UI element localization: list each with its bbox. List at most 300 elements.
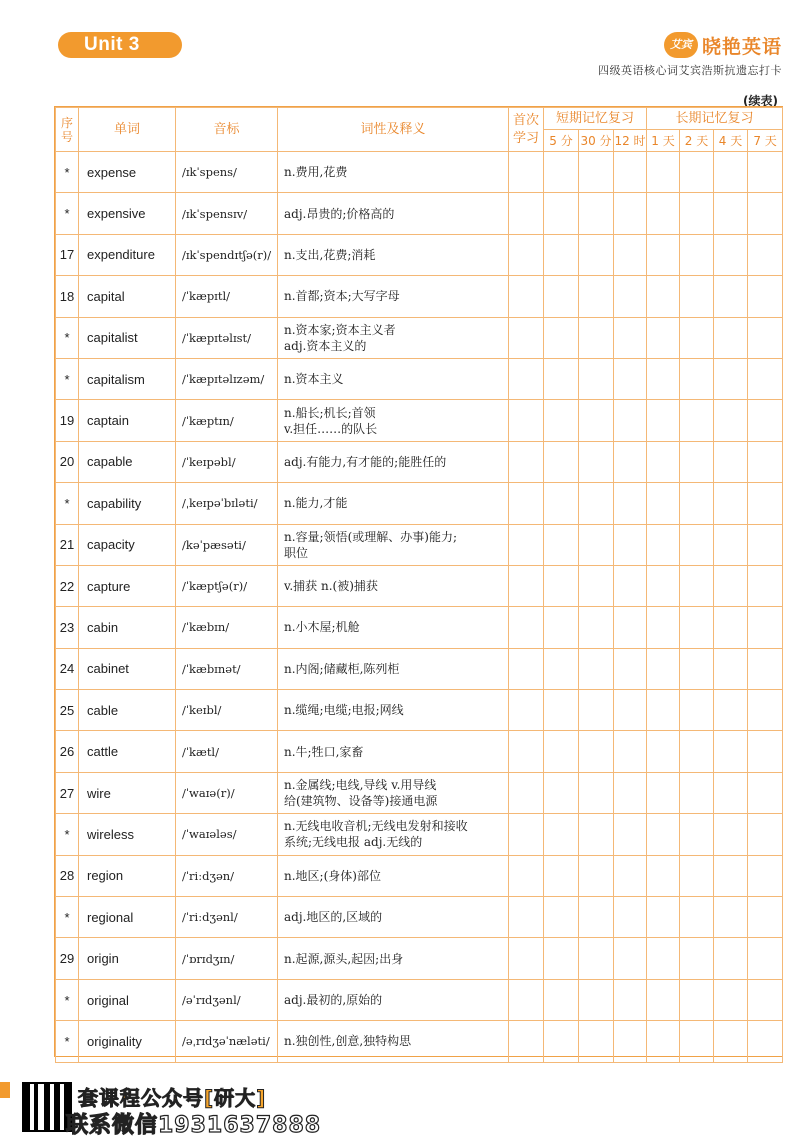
review-checkbox-cell[interactable] [544, 152, 579, 193]
row-phonetic: /ˈriːdʒənl/ [176, 897, 278, 938]
row-word: capable [79, 441, 176, 482]
review-checkbox-cell[interactable] [544, 276, 579, 317]
review-checkbox-cell[interactable] [614, 607, 647, 648]
review-checkbox-cell[interactable] [579, 400, 614, 441]
review-checkbox-cell[interactable] [714, 938, 748, 979]
review-checkbox-cell[interactable] [579, 731, 614, 772]
row-index: 23 [56, 607, 79, 648]
row-word: region [79, 855, 176, 896]
review-checkbox-cell[interactable] [647, 648, 680, 689]
review-checkbox-cell[interactable] [544, 400, 579, 441]
interval-7day: 7 天 [748, 130, 783, 152]
review-checkbox-cell[interactable] [647, 855, 680, 896]
review-checkbox-cell[interactable] [714, 524, 748, 565]
definition-line: adj.地区的,区域的 [284, 910, 383, 925]
review-checkbox-cell[interactable] [748, 524, 783, 565]
review-checkbox-cell[interactable] [544, 317, 579, 358]
definition-line: adj.资本主义的 [284, 338, 367, 353]
review-checkbox-cell[interactable] [680, 193, 714, 234]
review-checkbox-cell[interactable] [647, 400, 680, 441]
review-checkbox-cell[interactable] [614, 938, 647, 979]
definition-line: n.牛;牲口,家畜 [284, 744, 364, 759]
review-checkbox-cell[interactable] [714, 317, 748, 358]
review-checkbox-cell[interactable] [509, 524, 544, 565]
row-word: origin [79, 938, 176, 979]
review-checkbox-cell[interactable] [748, 690, 783, 731]
row-phonetic: /ˈriːdʒən/ [176, 855, 278, 896]
table-row [56, 152, 783, 193]
col-phonetic-header: 音标 [176, 108, 278, 152]
review-checkbox-cell[interactable] [614, 814, 647, 855]
row-index: * [56, 814, 79, 855]
review-checkbox-cell[interactable] [680, 731, 714, 772]
table-row [56, 897, 783, 938]
review-checkbox-cell[interactable] [680, 441, 714, 482]
table-row [56, 814, 783, 855]
review-checkbox-cell[interactable] [748, 1021, 783, 1062]
review-checkbox-cell[interactable] [647, 607, 680, 648]
interval-4day: 4 天 [714, 130, 748, 152]
review-checkbox-cell[interactable] [614, 731, 647, 772]
row-phonetic: /ˈwaɪələs/ [176, 814, 278, 855]
review-checkbox-cell[interactable] [579, 607, 614, 648]
review-checkbox-cell[interactable] [509, 234, 544, 275]
definition-line: 系统;无线电报 adj.无线的 [284, 835, 423, 850]
row-definition [278, 565, 509, 606]
review-checkbox-cell[interactable] [748, 276, 783, 317]
row-word: cabinet [79, 648, 176, 689]
review-checkbox-cell[interactable] [647, 772, 680, 813]
review-checkbox-cell[interactable] [509, 276, 544, 317]
row-definition [278, 400, 509, 441]
row-index: * [56, 897, 79, 938]
row-index: 27 [56, 772, 79, 813]
review-checkbox-cell[interactable] [647, 690, 680, 731]
review-checkbox-cell[interactable] [509, 317, 544, 358]
review-checkbox-cell[interactable] [647, 897, 680, 938]
table-row [56, 193, 783, 234]
definition-line: n.费用,花费 [284, 165, 348, 180]
review-checkbox-cell[interactable] [714, 897, 748, 938]
table-row [56, 855, 783, 896]
review-checkbox-cell[interactable] [748, 855, 783, 896]
row-word: wire [79, 772, 176, 813]
review-checkbox-cell[interactable] [714, 731, 748, 772]
review-checkbox-cell[interactable] [614, 524, 647, 565]
review-checkbox-cell[interactable] [714, 358, 748, 399]
review-checkbox-cell[interactable] [544, 814, 579, 855]
review-checkbox-cell[interactable] [680, 358, 714, 399]
row-definition [278, 897, 509, 938]
definition-line: v.担任……的队长 [284, 421, 378, 436]
review-checkbox-cell[interactable] [544, 358, 579, 399]
table-row [56, 276, 783, 317]
review-checkbox-cell[interactable] [714, 607, 748, 648]
row-index: 22 [56, 565, 79, 606]
review-checkbox-cell[interactable] [714, 234, 748, 275]
row-phonetic: /ˈkeɪbl/ [176, 690, 278, 731]
table-row [56, 358, 783, 399]
row-word: capacity [79, 524, 176, 565]
definition-line: n.地区;(身体)部位 [284, 868, 381, 883]
row-index: * [56, 317, 79, 358]
review-checkbox-cell[interactable] [544, 524, 579, 565]
review-checkbox-cell[interactable] [748, 317, 783, 358]
review-checkbox-cell[interactable] [680, 855, 714, 896]
review-checkbox-cell[interactable] [680, 524, 714, 565]
definition-line: n.起源,源头,起因;出身 [284, 951, 404, 966]
review-checkbox-cell[interactable] [579, 690, 614, 731]
table-row [56, 979, 783, 1020]
row-phonetic: /ˈkæpɪtəlɪst/ [176, 317, 278, 358]
review-checkbox-cell[interactable] [714, 152, 748, 193]
review-checkbox-cell[interactable] [714, 855, 748, 896]
col-definition-header: 词性及释义 [278, 108, 509, 152]
definition-line: n.容量;领悟(或理解、办事)能力; [284, 529, 457, 544]
review-checkbox-cell[interactable] [714, 276, 748, 317]
row-definition [278, 524, 509, 565]
row-phonetic: /ˈwaɪə(r)/ [176, 772, 278, 813]
row-definition [278, 276, 509, 317]
row-index: * [56, 483, 79, 524]
review-checkbox-cell[interactable] [680, 772, 714, 813]
definition-line: n.缆绳;电缆;电报;网线 [284, 703, 404, 718]
review-checkbox-cell[interactable] [647, 317, 680, 358]
review-checkbox-cell[interactable] [680, 814, 714, 855]
review-checkbox-cell[interactable] [579, 1021, 614, 1062]
review-checkbox-cell[interactable] [544, 979, 579, 1020]
table-row [56, 938, 783, 979]
review-checkbox-cell[interactable] [647, 234, 680, 275]
review-checkbox-cell[interactable] [748, 772, 783, 813]
review-checkbox-cell[interactable] [544, 690, 579, 731]
row-definition [278, 483, 509, 524]
row-word: capability [79, 483, 176, 524]
row-phonetic: /ˈkæptʃə(r)/ [176, 565, 278, 606]
review-checkbox-cell[interactable] [579, 152, 614, 193]
review-checkbox-cell[interactable] [680, 648, 714, 689]
review-checkbox-cell[interactable] [544, 565, 579, 606]
review-checkbox-cell[interactable] [714, 814, 748, 855]
row-phonetic: /ˈkæbɪnət/ [176, 648, 278, 689]
row-word: capitalism [79, 358, 176, 399]
review-checkbox-cell[interactable] [614, 234, 647, 275]
review-checkbox-cell[interactable] [509, 441, 544, 482]
definition-line: n.能力,才能 [284, 496, 348, 511]
review-checkbox-cell[interactable] [614, 193, 647, 234]
row-index: 17 [56, 234, 79, 275]
review-checkbox-cell[interactable] [714, 441, 748, 482]
row-index: * [56, 358, 79, 399]
row-word: capitalist [79, 317, 176, 358]
definition-line: 职位 [284, 545, 309, 560]
table-row [56, 565, 783, 606]
col-long-review-header: 长期记忆复习 [647, 108, 783, 130]
definition-line: n.内阁;储藏柜,陈列柜 [284, 661, 400, 676]
review-checkbox-cell[interactable] [714, 400, 748, 441]
review-checkbox-cell[interactable] [509, 483, 544, 524]
row-phonetic: /ˌkeɪpəˈbɪləti/ [176, 483, 278, 524]
review-checkbox-cell[interactable] [748, 234, 783, 275]
row-definition [278, 358, 509, 399]
review-checkbox-cell[interactable] [579, 979, 614, 1020]
row-definition [278, 855, 509, 896]
definition-line: n.无线电收音机;无线电发射和接收 [284, 819, 468, 834]
review-checkbox-cell[interactable] [680, 979, 714, 1020]
row-definition [278, 731, 509, 772]
definition-line: n.独创性,创意,独特构思 [284, 1034, 412, 1049]
row-word: cattle [79, 731, 176, 772]
row-phonetic: /ˈkætl/ [176, 731, 278, 772]
promo-banner [0, 1078, 800, 1141]
interval-5min: 5 分 [544, 130, 579, 152]
row-definition [278, 648, 509, 689]
promo-line-2: 联系微信1931637888 [66, 1113, 322, 1138]
review-checkbox-cell[interactable] [614, 648, 647, 689]
review-checkbox-cell[interactable] [714, 565, 748, 606]
row-definition [278, 1021, 509, 1062]
review-checkbox-cell[interactable] [647, 483, 680, 524]
review-checkbox-cell[interactable] [509, 565, 544, 606]
definition-line: n.金属线;电线,导线 v.用导线 [284, 778, 437, 793]
review-checkbox-cell[interactable] [544, 731, 579, 772]
review-checkbox-cell[interactable] [544, 483, 579, 524]
row-definition [278, 690, 509, 731]
review-checkbox-cell[interactable] [748, 938, 783, 979]
table-row [56, 483, 783, 524]
review-checkbox-cell[interactable] [748, 152, 783, 193]
review-checkbox-cell[interactable] [748, 193, 783, 234]
row-word: originality [79, 1021, 176, 1062]
row-phonetic: /ɪkˈspensɪv/ [176, 193, 278, 234]
definition-line: n.首都;资本;大写字母 [284, 289, 400, 304]
review-checkbox-cell[interactable] [614, 400, 647, 441]
row-phonetic: /ˈɒrɪdʒɪn/ [176, 938, 278, 979]
review-checkbox-cell[interactable] [544, 1021, 579, 1062]
review-checkbox-cell[interactable] [748, 565, 783, 606]
review-checkbox-cell[interactable] [509, 400, 544, 441]
row-phonetic: /ˈkæptɪn/ [176, 400, 278, 441]
review-checkbox-cell[interactable] [714, 1021, 748, 1062]
row-index: 20 [56, 441, 79, 482]
review-checkbox-cell[interactable] [614, 565, 647, 606]
review-checkbox-cell[interactable] [509, 193, 544, 234]
review-checkbox-cell[interactable] [579, 317, 614, 358]
definition-line: adj.有能力,有才能的;能胜任的 [284, 454, 447, 469]
review-checkbox-cell[interactable] [544, 441, 579, 482]
row-definition [278, 317, 509, 358]
review-checkbox-cell[interactable] [647, 193, 680, 234]
row-phonetic: /ɪkˈspendɪtʃə(r)/ [176, 234, 278, 275]
row-definition [278, 814, 509, 855]
review-checkbox-cell[interactable] [748, 358, 783, 399]
review-checkbox-cell[interactable] [579, 441, 614, 482]
row-index: 28 [56, 855, 79, 896]
review-checkbox-cell[interactable] [509, 607, 544, 648]
review-checkbox-cell[interactable] [748, 731, 783, 772]
review-checkbox-cell[interactable] [680, 152, 714, 193]
table-row [56, 441, 783, 482]
review-checkbox-cell[interactable] [714, 193, 748, 234]
review-checkbox-cell[interactable] [680, 938, 714, 979]
review-checkbox-cell[interactable] [579, 897, 614, 938]
review-checkbox-cell[interactable] [544, 607, 579, 648]
row-index: * [56, 152, 79, 193]
row-index: 21 [56, 524, 79, 565]
review-checkbox-cell[interactable] [614, 358, 647, 399]
review-checkbox-cell[interactable] [748, 979, 783, 1020]
row-definition [278, 607, 509, 648]
row-index: * [56, 979, 79, 1020]
review-checkbox-cell[interactable] [748, 607, 783, 648]
row-word: capital [79, 276, 176, 317]
review-checkbox-cell[interactable] [579, 855, 614, 896]
review-checkbox-cell[interactable] [680, 483, 714, 524]
review-checkbox-cell[interactable] [680, 1021, 714, 1062]
review-checkbox-cell[interactable] [579, 938, 614, 979]
table-row [56, 607, 783, 648]
review-checkbox-cell[interactable] [748, 400, 783, 441]
review-checkbox-cell[interactable] [614, 152, 647, 193]
review-checkbox-cell[interactable] [509, 814, 544, 855]
review-checkbox-cell[interactable] [544, 648, 579, 689]
review-checkbox-cell[interactable] [544, 193, 579, 234]
review-checkbox-cell[interactable] [614, 979, 647, 1020]
review-checkbox-cell[interactable] [614, 317, 647, 358]
table-row [56, 648, 783, 689]
review-checkbox-cell[interactable] [544, 234, 579, 275]
review-checkbox-cell[interactable] [509, 690, 544, 731]
review-checkbox-cell[interactable] [544, 772, 579, 813]
review-checkbox-cell[interactable] [714, 772, 748, 813]
row-index: 25 [56, 690, 79, 731]
page-header [0, 0, 800, 90]
review-checkbox-cell[interactable] [614, 897, 647, 938]
row-phonetic: /kəˈpæsəti/ [176, 524, 278, 565]
table-row [56, 400, 783, 441]
row-definition [278, 441, 509, 482]
review-checkbox-cell[interactable] [509, 938, 544, 979]
review-checkbox-cell[interactable] [544, 897, 579, 938]
review-checkbox-cell[interactable] [748, 441, 783, 482]
definition-line: n.支出,花费;消耗 [284, 247, 376, 262]
review-checkbox-cell[interactable] [680, 897, 714, 938]
review-checkbox-cell[interactable] [647, 441, 680, 482]
review-checkbox-cell[interactable] [680, 607, 714, 648]
review-checkbox-cell[interactable] [579, 565, 614, 606]
review-checkbox-cell[interactable] [509, 979, 544, 1020]
review-checkbox-cell[interactable] [748, 897, 783, 938]
row-index: 24 [56, 648, 79, 689]
review-checkbox-cell[interactable] [714, 648, 748, 689]
definition-line: 给(建筑物、设备等)接通电源 [284, 794, 438, 809]
row-word: expenditure [79, 234, 176, 275]
review-checkbox-cell[interactable] [680, 565, 714, 606]
review-checkbox-cell[interactable] [509, 152, 544, 193]
review-checkbox-cell[interactable] [680, 400, 714, 441]
review-checkbox-cell[interactable] [714, 483, 748, 524]
review-checkbox-cell[interactable] [680, 276, 714, 317]
review-checkbox-cell[interactable] [579, 234, 614, 275]
row-definition [278, 979, 509, 1020]
review-checkbox-cell[interactable] [614, 855, 647, 896]
row-index: * [56, 193, 79, 234]
review-checkbox-cell[interactable] [647, 152, 680, 193]
review-checkbox-cell[interactable] [509, 1021, 544, 1062]
review-checkbox-cell[interactable] [509, 772, 544, 813]
definition-line: n.资本家;资本主义者 [284, 322, 396, 337]
row-index: * [56, 1021, 79, 1062]
review-checkbox-cell[interactable] [579, 358, 614, 399]
review-checkbox-cell[interactable] [614, 483, 647, 524]
row-word: capture [79, 565, 176, 606]
definition-line: adj.最初的,原始的 [284, 993, 383, 1007]
review-checkbox-cell[interactable] [748, 483, 783, 524]
review-checkbox-cell[interactable] [748, 648, 783, 689]
brand [664, 30, 782, 60]
definition-line: n.资本主义 [284, 372, 344, 387]
col-short-review-header: 短期记忆复习 [544, 108, 647, 130]
review-checkbox-cell[interactable] [579, 648, 614, 689]
review-checkbox-cell[interactable] [714, 979, 748, 1020]
review-checkbox-cell[interactable] [509, 731, 544, 772]
review-checkbox-cell[interactable] [748, 814, 783, 855]
definition-line: v.捕获 n.(被)捕获 [284, 579, 378, 594]
review-checkbox-cell[interactable] [509, 855, 544, 896]
definition-line: adj.昂贵的;价格高的 [284, 206, 395, 221]
review-checkbox-cell[interactable] [647, 938, 680, 979]
review-checkbox-cell[interactable] [579, 276, 614, 317]
review-checkbox-cell[interactable] [579, 814, 614, 855]
review-checkbox-cell[interactable] [579, 524, 614, 565]
review-checkbox-cell[interactable] [680, 317, 714, 358]
review-checkbox-cell[interactable] [647, 565, 680, 606]
review-checkbox-cell[interactable] [579, 193, 614, 234]
definition-line: n.船长;机长;首领 [284, 405, 376, 420]
review-checkbox-cell[interactable] [714, 690, 748, 731]
row-phonetic: /ˈkeɪpəbl/ [176, 441, 278, 482]
review-checkbox-cell[interactable] [509, 897, 544, 938]
row-word: captain [79, 400, 176, 441]
review-checkbox-cell[interactable] [614, 276, 647, 317]
review-checkbox-cell[interactable] [647, 814, 680, 855]
row-phonetic: /əˈrɪdʒənl/ [176, 979, 278, 1020]
review-checkbox-cell[interactable] [680, 690, 714, 731]
review-checkbox-cell[interactable] [647, 979, 680, 1020]
review-checkbox-cell[interactable] [544, 938, 579, 979]
review-checkbox-cell[interactable] [579, 483, 614, 524]
review-checkbox-cell[interactable] [647, 731, 680, 772]
row-phonetic: /ˈkæbɪn/ [176, 607, 278, 648]
review-checkbox-cell[interactable] [647, 524, 680, 565]
review-checkbox-cell[interactable] [614, 1021, 647, 1062]
review-checkbox-cell[interactable] [614, 441, 647, 482]
table-row [56, 690, 783, 731]
review-checkbox-cell[interactable] [509, 648, 544, 689]
row-definition [278, 938, 509, 979]
review-checkbox-cell[interactable] [680, 234, 714, 275]
review-checkbox-cell[interactable] [614, 690, 647, 731]
review-checkbox-cell[interactable] [544, 855, 579, 896]
row-phonetic: /ˈkæpɪtəlɪzəm/ [176, 358, 278, 399]
review-checkbox-cell[interactable] [647, 358, 680, 399]
review-checkbox-cell[interactable] [509, 358, 544, 399]
review-checkbox-cell[interactable] [647, 276, 680, 317]
review-checkbox-cell[interactable] [614, 772, 647, 813]
review-checkbox-cell[interactable] [647, 1021, 680, 1062]
row-index: 26 [56, 731, 79, 772]
review-checkbox-cell[interactable] [579, 772, 614, 813]
